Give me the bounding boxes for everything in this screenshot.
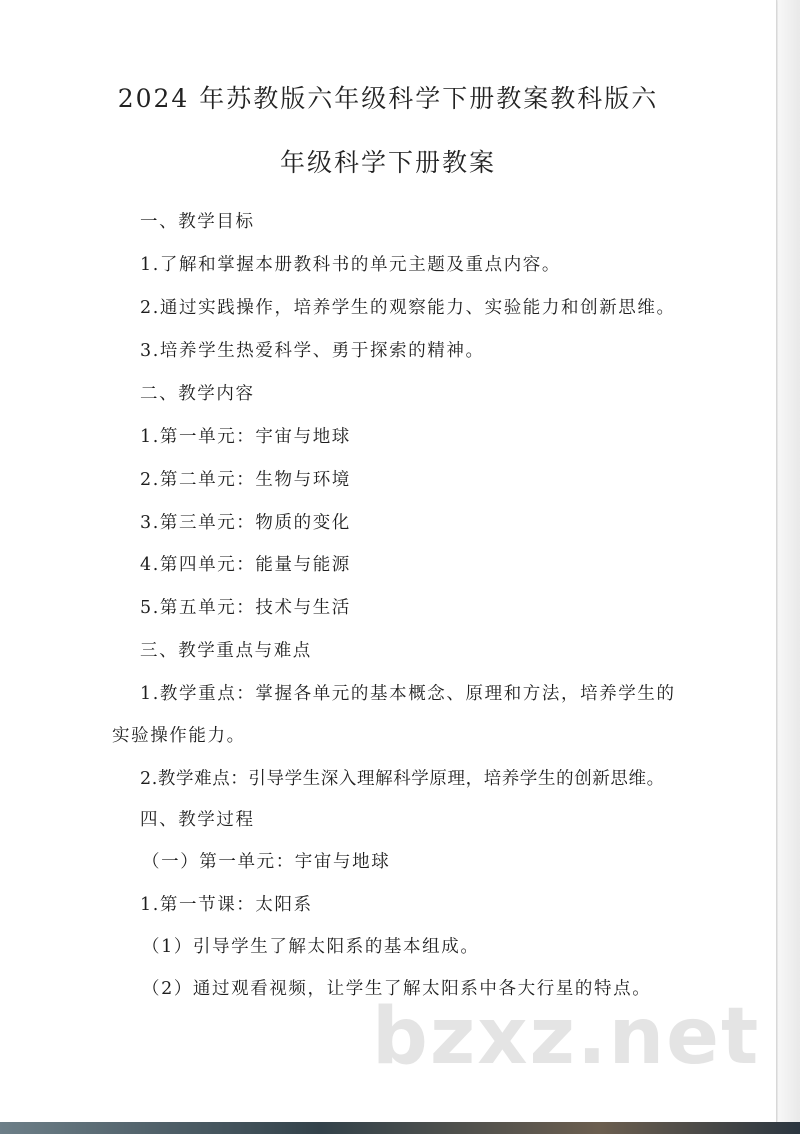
section-heading-objectives: 一、教学目标 bbox=[140, 212, 255, 232]
viewer-right-edge bbox=[778, 0, 800, 1134]
paragraph-line: 4.第四单元：能量与能源 bbox=[140, 555, 351, 575]
paragraph-line: 实验操作能力。 bbox=[112, 726, 246, 746]
section-heading-process: 四、教学过程 bbox=[140, 810, 255, 830]
paragraph-line: （1）引导学生了解太阳系的基本组成。 bbox=[142, 937, 480, 957]
paragraph-line: 3.第三单元：物质的变化 bbox=[140, 513, 351, 533]
paragraph-line: 1.了解和掌握本册教科书的单元主题及重点内容。 bbox=[140, 255, 561, 275]
paragraph-line: 2.第二单元：生物与环境 bbox=[140, 470, 351, 490]
document-title-line-1: 2024 年苏教版六年级科学下册教案教科版六 bbox=[117, 84, 659, 113]
paragraph-line: （2）通过观看视频，让学生了解太阳系中各大行星的特点。 bbox=[142, 979, 652, 999]
paragraph-line: 5.第五单元：技术与生活 bbox=[140, 598, 351, 618]
paragraph-line: 2.通过实践操作，培养学生的观察能力、实验能力和创新思维。 bbox=[140, 298, 676, 318]
paragraph-line: 1.第一节课：太阳系 bbox=[140, 895, 313, 915]
section-heading-key-points: 三、教学重点与难点 bbox=[140, 641, 312, 661]
section-heading-content: 二、教学内容 bbox=[140, 384, 255, 404]
site-watermark: bzxz.net bbox=[372, 992, 761, 1082]
paragraph-line: （一）第一单元：宇宙与地球 bbox=[142, 852, 391, 872]
paragraph-line: 2.教学难点：引导学生深入理解科学原理，培养学生的创新思维。 bbox=[140, 769, 665, 789]
viewer-bottom-strip bbox=[0, 1122, 800, 1134]
paragraph-line: 1.第一单元：宇宙与地球 bbox=[140, 427, 351, 447]
document-title-line-2: 年级科学下册教案 bbox=[279, 148, 496, 177]
paragraph-line: 1.教学重点：掌握各单元的基本概念、原理和方法，培养学生的 bbox=[140, 684, 676, 704]
paragraph-line: 3.培养学生热爱科学、勇于探索的精神。 bbox=[140, 341, 485, 361]
